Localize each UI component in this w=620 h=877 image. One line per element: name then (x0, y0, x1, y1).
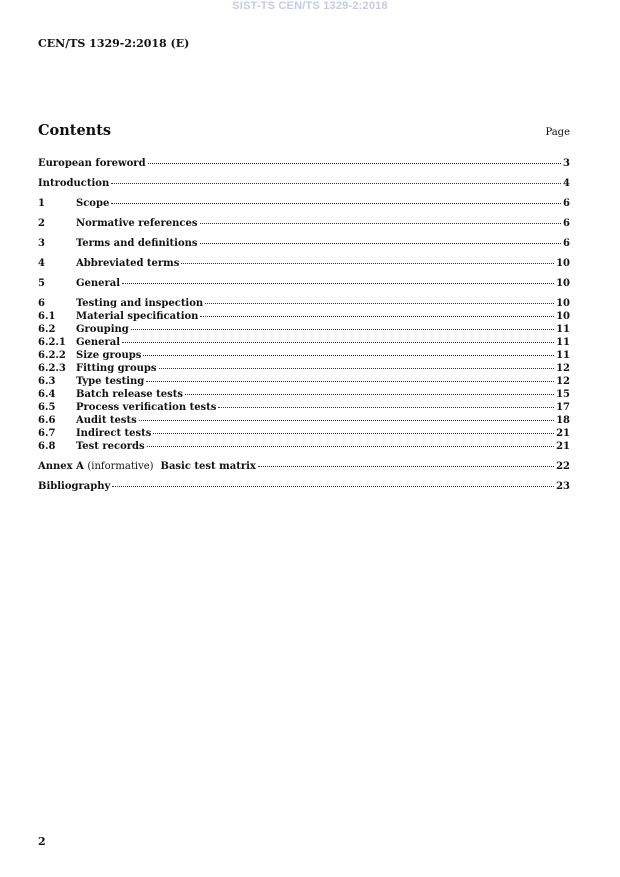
toc-entry-page: 4 (563, 178, 570, 189)
toc-entry-1[interactable] (38, 197, 570, 210)
annex-title: Basic test matrix (160, 461, 256, 472)
toc-entry-bibliography[interactable] (38, 480, 570, 493)
toc-entry-number: 4 (38, 258, 45, 269)
toc-entry-number: 6.6 (38, 415, 56, 426)
toc-entry-6[interactable] (38, 297, 570, 310)
toc-entry-page: 22 (556, 461, 570, 472)
dot-leader (153, 433, 554, 434)
document-id-header: CEN/TS 1329-2:2018 (E) (38, 37, 190, 50)
toc-entry-page: 17 (556, 402, 570, 413)
dot-leader (147, 446, 554, 447)
toc-entry-number: 6.5 (38, 402, 56, 413)
toc-entry-number: 6.2.3 (38, 363, 66, 374)
dot-leader (200, 243, 562, 244)
toc-entry-number: 6.2.2 (38, 350, 66, 361)
toc-entry-number: 6.2 (38, 324, 56, 335)
dot-leader (112, 486, 554, 487)
toc-entry-page: 21 (556, 441, 570, 452)
toc-entry-6-2-1[interactable] (38, 336, 570, 349)
toc-entry-title: Audit tests (76, 415, 137, 426)
toc-entry-number: 6 (38, 298, 45, 309)
toc-entry-2[interactable] (38, 217, 570, 230)
page-number: 2 (38, 835, 46, 848)
dot-leader (185, 394, 554, 395)
toc-entry-title (38, 460, 256, 473)
toc-entry-page: 11 (556, 350, 570, 361)
toc-entry-number: 2 (38, 218, 45, 229)
toc-entry-6-5[interactable] (38, 401, 570, 414)
toc-entry-title: Abbreviated terms (76, 258, 180, 269)
toc-entry-number: 3 (38, 238, 45, 249)
toc-entry-title: General (76, 337, 121, 348)
toc-entry-number: 6.2.1 (38, 337, 66, 348)
toc-entry-title: Test records (76, 441, 145, 452)
dot-leader (143, 355, 554, 356)
toc-entry-page: 3 (563, 158, 570, 169)
annex-prefix: Annex A (38, 461, 84, 472)
dot-leader (122, 283, 554, 284)
toc-entry-number: 6.7 (38, 428, 56, 439)
watermark: SIST-TS CEN/TS 1329-2:2018 (232, 0, 388, 12)
toc-entry-page: 11 (556, 324, 570, 335)
toc-entry-title: Scope (76, 198, 110, 209)
toc-entry-6-8[interactable] (38, 440, 570, 453)
toc-entry-page: 18 (556, 415, 570, 426)
toc-entry-page: 10 (556, 258, 570, 269)
dot-leader (218, 407, 554, 408)
page-column-label: Page (545, 127, 570, 138)
toc-entry-title: Indirect tests (76, 428, 152, 439)
dot-leader (205, 303, 554, 304)
toc-entry-title: European foreword (38, 158, 146, 169)
toc-entry-title: Testing and inspection (76, 298, 204, 309)
toc-entry-title: Process verification tests (76, 402, 217, 413)
toc-entry-title: Size groups (76, 350, 142, 361)
toc-entry-title: General (76, 278, 121, 289)
toc-entry-page: 21 (556, 428, 570, 439)
dot-leader (131, 329, 554, 330)
toc-entry-number: 6.8 (38, 441, 56, 452)
toc-entry-number: 6.1 (38, 311, 56, 322)
toc-entry-number: 5 (38, 278, 45, 289)
toc-entry-6-4[interactable] (38, 388, 570, 401)
toc-entry-number: 6.3 (38, 376, 56, 387)
dot-leader (122, 342, 554, 343)
toc-entry-page: 6 (563, 198, 570, 209)
toc-entry-6-7[interactable] (38, 427, 570, 440)
toc-entry-title: Normative references (76, 218, 198, 229)
toc-entry-annex-a[interactable] (38, 460, 570, 473)
annex-qualifier: (informative) (87, 461, 154, 472)
toc-entry-page: 10 (556, 278, 570, 289)
dot-leader (139, 420, 554, 421)
table-of-contents (38, 157, 570, 493)
toc-entry-5[interactable] (38, 277, 570, 290)
toc-entry-page: 12 (556, 376, 570, 387)
toc-entry-title: Terms and definitions (76, 238, 198, 249)
toc-entry-page: 6 (563, 238, 570, 249)
toc-entry-page: 6 (563, 218, 570, 229)
toc-entry-title: Grouping (76, 324, 129, 335)
toc-entry-title: Material specification (76, 311, 199, 322)
toc-entry-title: Introduction (38, 178, 110, 189)
toc-entry-page: 23 (556, 481, 570, 492)
toc-entry-page: 10 (556, 298, 570, 309)
toc-entry-6-2-3[interactable] (38, 362, 570, 375)
toc-entry-4[interactable] (38, 257, 570, 270)
toc-entry-title: Fitting groups (76, 363, 157, 374)
toc-entry-6-2-2[interactable] (38, 349, 570, 362)
toc-entry-page: 11 (556, 337, 570, 348)
toc-entry-page: 15 (556, 389, 570, 400)
toc-entry-european-foreword[interactable] (38, 157, 570, 170)
toc-entry-6-1[interactable] (38, 310, 570, 323)
toc-entry-title: Bibliography (38, 481, 111, 492)
toc-entry-title: Batch release tests (76, 389, 183, 400)
toc-entry-6-3[interactable] (38, 375, 570, 388)
toc-entry-number: 6.4 (38, 389, 56, 400)
toc-entry-6-6[interactable] (38, 414, 570, 427)
dot-leader (111, 203, 561, 204)
toc-entry-page: 10 (556, 311, 570, 322)
dot-leader (111, 183, 561, 184)
dot-leader (200, 316, 554, 317)
dot-leader (146, 381, 554, 382)
dot-leader (159, 368, 555, 369)
dot-leader (181, 263, 554, 264)
toc-entry-page: 12 (556, 363, 570, 374)
dot-leader (258, 466, 554, 467)
toc-entry-number: 1 (38, 198, 45, 209)
page-title: Contents (38, 122, 112, 139)
toc-entry-title: Type testing (76, 376, 145, 387)
dot-leader (148, 163, 561, 164)
toc-entry-introduction[interactable] (38, 177, 570, 190)
toc-entry-6-2[interactable] (38, 323, 570, 336)
toc-entry-3[interactable] (38, 237, 570, 250)
dot-leader (200, 223, 562, 224)
